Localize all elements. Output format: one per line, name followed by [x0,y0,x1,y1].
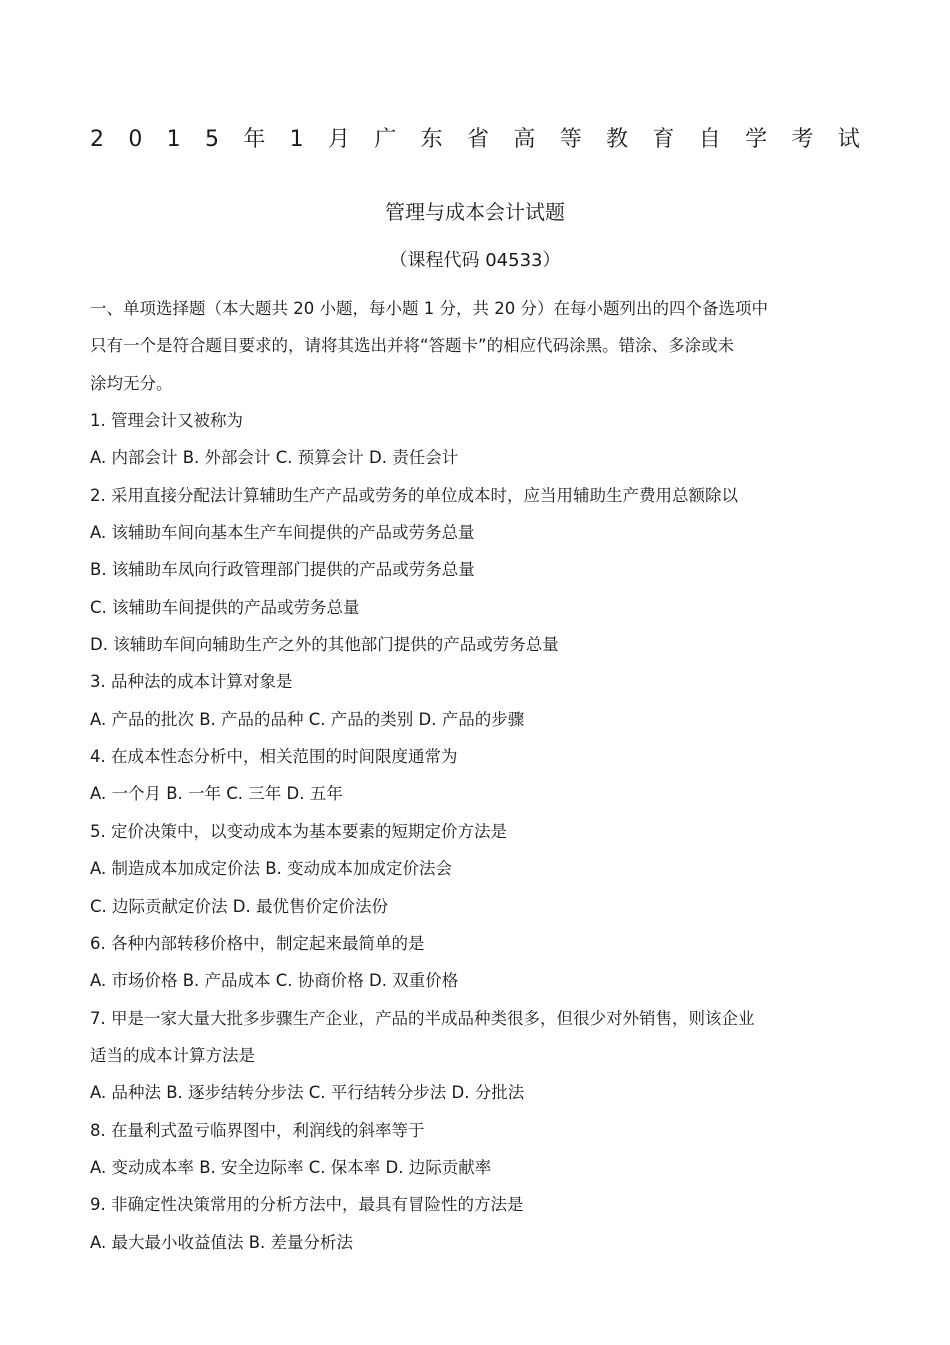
title-char: 高 [513,127,536,152]
question-stem: 3. 品种法的成本计算对象是 [90,672,293,692]
title-char: 教 [606,127,629,152]
question-stem: 2. 采用直接分配法计算辅助生产产品或劳务的单位成本时，应当用辅助生产费用总额除以 [90,485,738,505]
title-char: 广 [374,127,397,152]
title-char: 东 [420,127,443,152]
exam-title [90,124,860,156]
section-heading-line: 只有一个是符合题目要求的，请将其选出并将“答题卡”的相应代码涂黑。错涂、多涂或未 [90,336,735,356]
question-stem: 9. 非确定性决策常用的分析方法中，最具有冒险性的方法是 [90,1195,524,1215]
title-char: 自 [698,127,721,152]
answer-options: A. 内部会计 B. 外部会计 C. 预算会计 D. 责任会计 [90,448,459,468]
answer-options: A. 最大最小收益值法 B. 差量分析法 [90,1232,354,1252]
answer-options: A. 一个月 B. 一年 C. 三年 D. 五年 [90,784,343,804]
course-code: （课程代码 04533） [389,250,561,271]
exam-subtitle: 管理与成本会计试题 [385,200,565,224]
question-stem: 7. 甲是一家大量大批多步骤生产企业，产品的半成品种类很多，但很少对外销售，则该企业 [90,1008,755,1028]
question-stem: 5. 定价决策中，以变动成本为基本要素的短期定价方法是 [90,821,507,841]
answer-options: A. 产品的批次 B. 产品的品种 C. 产品的类别 D. 产品的步骤 [90,709,525,729]
title-char: 2 [90,127,104,152]
question-stem: 4. 在成本性态分析中，相关范围的时间限度通常为 [90,747,458,767]
title-char: 等 [559,127,582,152]
title-char: 考 [791,127,814,152]
answer-options: A. 制造成本加成定价法 B. 变动成本加成定价法会 [90,859,453,879]
question-stem: 适当的成本计算方法是 [90,1045,255,1065]
answer-option: B. 该辅助车凤向行政管理部门提供的产品或劳务总量 [90,560,475,580]
title-char: 育 [652,127,675,152]
title-char: 月 [327,127,350,152]
question-stem: 6. 各种内部转移价格中，制定起来最简单的是 [90,933,425,953]
section-heading-line: 一、单项选择题（本大题共 20 小题，每小题 1 分，共 20 分）在每小题列出的四个备选项中 [90,299,768,318]
answer-option: A. 该辅助车间向基本生产车间提供的产品或劳务总量 [90,523,475,543]
question-stem: 1. 管理会计又被称为 [90,411,243,431]
title-char: 1 [166,127,181,152]
answer-option: C. 该辅助车间提供的产品或劳务总量 [90,597,360,617]
answer-options: A. 品种法 B. 逐步结转分步法 C. 平行结转分步法 D. 分批法 [90,1083,525,1103]
title-char: 5 [204,127,219,152]
question-body [90,290,870,1261]
title-char: 试 [837,127,860,152]
title-char: 年 [243,127,266,152]
answer-options: A. 变动成本率 B. 安全边际率 C. 保本率 D. 边际贡献率 [90,1157,492,1177]
title-char: 1 [289,127,304,152]
answer-options: A. 市场价格 B. 产品成本 C. 协商价格 D. 双重价格 [90,971,459,991]
title-char: 0 [128,127,143,152]
question-stem: 8. 在量利式盈亏临界图中，利润线的斜率等于 [90,1120,425,1140]
section-heading-line: 涂均无分。 [90,373,173,393]
answer-options: C. 边际贡献定价法 D. 最优售价定价法份 [90,896,388,916]
answer-option: D. 该辅助车间向辅助生产之外的其他部门提供的产品或劳务总量 [90,635,559,655]
title-char: 省 [467,127,490,152]
title-char: 学 [745,127,768,152]
